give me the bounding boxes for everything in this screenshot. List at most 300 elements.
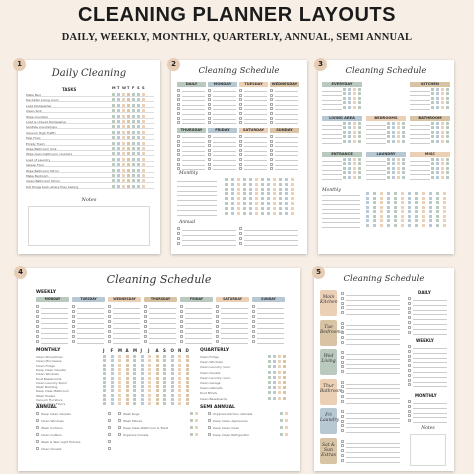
checkbox[interactable]: [178, 377, 181, 380]
checkbox[interactable]: [392, 140, 395, 143]
task-line[interactable]: [275, 96, 298, 97]
checkbox[interactable]: [137, 120, 140, 123]
checkbox[interactable]: [267, 207, 270, 210]
checkbox[interactable]: [132, 147, 135, 150]
task-line[interactable]: [322, 222, 360, 223]
checkbox[interactable]: [408, 219, 411, 222]
checkbox[interactable]: [249, 212, 252, 215]
checkbox[interactable]: [273, 178, 276, 181]
checkbox[interactable]: [252, 320, 255, 323]
checkbox[interactable]: [137, 93, 140, 96]
checkbox[interactable]: [261, 202, 264, 205]
checkbox[interactable]: [408, 302, 411, 305]
checkbox[interactable]: [127, 131, 130, 134]
checkbox[interactable]: [163, 398, 166, 401]
checkbox[interactable]: [117, 174, 120, 177]
checkbox[interactable]: [186, 368, 189, 371]
checkbox[interactable]: [431, 171, 434, 174]
checkbox[interactable]: [341, 424, 344, 427]
checkbox[interactable]: [273, 381, 276, 384]
notes-box[interactable]: [28, 206, 150, 246]
checkbox[interactable]: [112, 98, 115, 101]
checkbox[interactable]: [156, 394, 159, 397]
checkbox[interactable]: [108, 419, 111, 422]
task-line[interactable]: [113, 308, 140, 309]
task-line[interactable]: [182, 119, 205, 120]
task-line[interactable]: [366, 125, 386, 126]
checkbox[interactable]: [141, 398, 144, 401]
checkbox[interactable]: [341, 292, 344, 295]
checkbox[interactable]: [280, 433, 283, 436]
task-line[interactable]: [413, 372, 447, 373]
checkbox[interactable]: [261, 192, 264, 195]
task-line[interactable]: [322, 143, 342, 144]
checkbox[interactable]: [408, 307, 411, 310]
checkbox[interactable]: [278, 397, 281, 400]
checkbox[interactable]: [380, 206, 383, 209]
checkbox[interactable]: [341, 444, 344, 447]
checkbox[interactable]: [392, 162, 395, 165]
task-line[interactable]: [185, 328, 212, 329]
checkbox[interactable]: [343, 171, 346, 174]
checkbox[interactable]: [177, 227, 180, 230]
task-line[interactable]: [346, 359, 400, 360]
checkbox[interactable]: [126, 359, 129, 362]
checkbox[interactable]: [231, 183, 234, 186]
checkbox[interactable]: [343, 101, 346, 104]
task-line[interactable]: [410, 109, 430, 110]
checkbox[interactable]: [422, 206, 425, 209]
checkbox[interactable]: [268, 371, 271, 374]
checkbox[interactable]: [216, 320, 219, 323]
task-line[interactable]: [346, 393, 400, 394]
checkbox[interactable]: [186, 398, 189, 401]
task-line[interactable]: [182, 146, 205, 147]
checkbox[interactable]: [186, 377, 189, 380]
checkbox[interactable]: [348, 126, 351, 129]
checkbox[interactable]: [137, 163, 140, 166]
task-line[interactable]: [346, 309, 400, 310]
checkbox[interactable]: [348, 135, 351, 138]
checkbox[interactable]: [127, 152, 130, 155]
checkbox[interactable]: [171, 364, 174, 367]
checkbox[interactable]: [261, 178, 264, 181]
task-line[interactable]: [413, 300, 447, 301]
checkbox[interactable]: [353, 101, 356, 104]
checkbox[interactable]: [446, 92, 449, 95]
task-line[interactable]: [182, 235, 236, 236]
checkbox[interactable]: [108, 340, 111, 343]
task-line[interactable]: [410, 138, 430, 139]
checkbox[interactable]: [341, 459, 344, 462]
task-line[interactable]: [322, 91, 342, 92]
checkbox[interactable]: [353, 158, 356, 161]
checkbox[interactable]: [36, 426, 39, 429]
checkbox[interactable]: [208, 167, 211, 170]
checkbox[interactable]: [195, 426, 198, 429]
checkbox[interactable]: [348, 106, 351, 109]
checkbox[interactable]: [291, 192, 294, 195]
checkbox[interactable]: [431, 88, 434, 91]
checkbox[interactable]: [408, 374, 411, 377]
checkbox[interactable]: [132, 125, 135, 128]
task-line[interactable]: [244, 96, 267, 97]
checkbox[interactable]: [237, 212, 240, 215]
checkbox[interactable]: [252, 310, 255, 313]
checkbox[interactable]: [132, 163, 135, 166]
checkbox[interactable]: [285, 426, 288, 429]
checkbox[interactable]: [402, 176, 405, 179]
checkbox[interactable]: [127, 169, 130, 172]
checkbox[interactable]: [177, 158, 180, 161]
checkbox[interactable]: [163, 364, 166, 367]
task-line[interactable]: [185, 343, 212, 344]
checkbox[interactable]: [141, 355, 144, 358]
checkbox[interactable]: [366, 197, 369, 200]
task-line[interactable]: [275, 123, 298, 124]
checkbox[interactable]: [180, 325, 183, 328]
task-line[interactable]: [413, 310, 447, 311]
task-line[interactable]: [182, 91, 205, 92]
checkbox[interactable]: [268, 360, 271, 363]
checkbox[interactable]: [117, 152, 120, 155]
task-line[interactable]: [410, 91, 430, 92]
checkbox[interactable]: [441, 158, 444, 161]
checkbox[interactable]: [268, 355, 271, 358]
checkbox[interactable]: [249, 192, 252, 195]
checkbox[interactable]: [270, 121, 273, 124]
checkbox[interactable]: [239, 227, 242, 230]
checkbox[interactable]: [422, 192, 425, 195]
checkbox[interactable]: [142, 104, 145, 107]
checkbox[interactable]: [408, 201, 411, 204]
checkbox[interactable]: [429, 210, 432, 213]
checkbox[interactable]: [132, 120, 135, 123]
checkbox[interactable]: [122, 169, 125, 172]
checkbox[interactable]: [180, 320, 183, 323]
checkbox[interactable]: [341, 336, 344, 339]
checkbox[interactable]: [163, 372, 166, 375]
checkbox[interactable]: [108, 412, 111, 415]
checkbox[interactable]: [358, 176, 361, 179]
checkbox[interactable]: [239, 149, 242, 152]
checkbox[interactable]: [216, 315, 219, 318]
checkbox[interactable]: [112, 120, 115, 123]
task-line[interactable]: [322, 204, 360, 205]
task-line[interactable]: [77, 323, 104, 324]
checkbox[interactable]: [446, 140, 449, 143]
task-line[interactable]: [275, 151, 298, 152]
checkbox[interactable]: [122, 131, 125, 134]
task-line[interactable]: [185, 323, 212, 324]
checkbox[interactable]: [216, 340, 219, 343]
checkbox[interactable]: [441, 171, 444, 174]
checkbox[interactable]: [225, 192, 228, 195]
task-line[interactable]: [182, 240, 236, 241]
task-line[interactable]: [410, 95, 430, 96]
checkbox[interactable]: [36, 305, 39, 308]
task-line[interactable]: [213, 169, 236, 170]
task-line[interactable]: [182, 105, 205, 106]
checkbox[interactable]: [177, 98, 180, 101]
checkbox[interactable]: [148, 389, 151, 392]
checkbox[interactable]: [177, 121, 180, 124]
checkbox[interactable]: [178, 372, 181, 375]
checkbox[interactable]: [118, 359, 121, 362]
checkbox[interactable]: [142, 120, 145, 123]
checkbox[interactable]: [208, 412, 211, 415]
checkbox[interactable]: [353, 171, 356, 174]
checkbox[interactable]: [231, 202, 234, 205]
checkbox[interactable]: [171, 377, 174, 380]
task-line[interactable]: [213, 119, 236, 120]
checkbox[interactable]: [431, 92, 434, 95]
checkbox[interactable]: [387, 176, 390, 179]
checkbox[interactable]: [118, 426, 121, 429]
task-line[interactable]: [221, 338, 248, 339]
checkbox[interactable]: [178, 389, 181, 392]
checkbox[interactable]: [291, 212, 294, 215]
checkbox[interactable]: [112, 163, 115, 166]
task-line[interactable]: [275, 155, 298, 156]
checkbox[interactable]: [195, 412, 198, 415]
checkbox[interactable]: [142, 98, 145, 101]
task-line[interactable]: [213, 123, 236, 124]
task-line[interactable]: [413, 386, 447, 387]
checkbox[interactable]: [343, 167, 346, 170]
checkbox[interactable]: [126, 381, 129, 384]
checkbox[interactable]: [177, 242, 180, 245]
checkbox[interactable]: [117, 179, 120, 182]
checkbox[interactable]: [436, 97, 439, 100]
checkbox[interactable]: [117, 136, 120, 139]
checkbox[interactable]: [122, 104, 125, 107]
checkbox[interactable]: [249, 188, 252, 191]
task-line[interactable]: [346, 325, 400, 326]
task-line[interactable]: [182, 142, 205, 143]
task-line[interactable]: [77, 318, 104, 319]
checkbox[interactable]: [358, 97, 361, 100]
checkbox[interactable]: [353, 135, 356, 138]
checkbox[interactable]: [72, 335, 75, 338]
checkbox[interactable]: [72, 315, 75, 318]
checkbox[interactable]: [373, 215, 376, 218]
checkbox[interactable]: [441, 122, 444, 125]
checkbox[interactable]: [156, 364, 159, 367]
checkbox[interactable]: [208, 98, 211, 101]
checkbox[interactable]: [178, 381, 181, 384]
checkbox[interactable]: [285, 192, 288, 195]
checkbox[interactable]: [190, 412, 193, 415]
checkbox[interactable]: [285, 207, 288, 210]
checkbox[interactable]: [380, 215, 383, 218]
checkbox[interactable]: [137, 152, 140, 155]
checkbox[interactable]: [112, 158, 115, 161]
task-line[interactable]: [413, 422, 447, 423]
task-line[interactable]: [177, 205, 217, 206]
checkbox[interactable]: [126, 394, 129, 397]
checkbox[interactable]: [225, 202, 228, 205]
checkbox[interactable]: [243, 188, 246, 191]
task-line[interactable]: [322, 209, 360, 210]
task-line[interactable]: [257, 313, 284, 314]
checkbox[interactable]: [122, 125, 125, 128]
task-line[interactable]: [346, 457, 400, 458]
task-line[interactable]: [413, 353, 447, 354]
checkbox[interactable]: [177, 163, 180, 166]
task-line[interactable]: [410, 170, 430, 171]
task-line[interactable]: [113, 313, 140, 314]
checkbox[interactable]: [108, 433, 111, 436]
checkbox[interactable]: [280, 412, 283, 415]
checkbox[interactable]: [237, 202, 240, 205]
checkbox[interactable]: [443, 215, 446, 218]
task-line[interactable]: [41, 323, 68, 324]
checkbox[interactable]: [429, 192, 432, 195]
checkbox[interactable]: [144, 330, 147, 333]
checkbox[interactable]: [122, 115, 125, 118]
checkbox[interactable]: [358, 171, 361, 174]
checkbox[interactable]: [422, 201, 425, 204]
checkbox[interactable]: [402, 126, 405, 129]
checkbox[interactable]: [443, 201, 446, 204]
task-line[interactable]: [257, 323, 284, 324]
task-line[interactable]: [275, 165, 298, 166]
checkbox[interactable]: [208, 121, 211, 124]
checkbox[interactable]: [118, 419, 121, 422]
checkbox[interactable]: [117, 120, 120, 123]
checkbox[interactable]: [446, 106, 449, 109]
checkbox[interactable]: [436, 197, 439, 200]
task-line[interactable]: [322, 213, 360, 214]
checkbox[interactable]: [408, 419, 411, 422]
checkbox[interactable]: [415, 192, 418, 195]
checkbox[interactable]: [429, 197, 432, 200]
task-line[interactable]: [366, 174, 386, 175]
checkbox[interactable]: [112, 174, 115, 177]
checkbox[interactable]: [148, 372, 151, 375]
task-line[interactable]: [213, 114, 236, 115]
checkbox[interactable]: [108, 320, 111, 323]
checkbox[interactable]: [208, 144, 211, 147]
checkbox[interactable]: [239, 237, 242, 240]
checkbox[interactable]: [122, 152, 125, 155]
checkbox[interactable]: [36, 440, 39, 443]
checkbox[interactable]: [436, 158, 439, 161]
checkbox[interactable]: [118, 394, 121, 397]
checkbox[interactable]: [126, 385, 129, 388]
task-line[interactable]: [257, 343, 284, 344]
checkbox[interactable]: [446, 101, 449, 104]
task-line[interactable]: [275, 100, 298, 101]
checkbox[interactable]: [446, 131, 449, 134]
task-line[interactable]: [413, 417, 447, 418]
task-line[interactable]: [413, 319, 447, 320]
checkbox[interactable]: [249, 202, 252, 205]
checkbox[interactable]: [397, 135, 400, 138]
checkbox[interactable]: [285, 212, 288, 215]
checkbox[interactable]: [270, 89, 273, 92]
checkbox[interactable]: [195, 419, 198, 422]
checkbox[interactable]: [231, 212, 234, 215]
checkbox[interactable]: [118, 412, 121, 415]
checkbox[interactable]: [142, 125, 145, 128]
checkbox[interactable]: [190, 419, 193, 422]
checkbox[interactable]: [111, 381, 114, 384]
task-line[interactable]: [41, 338, 68, 339]
task-line[interactable]: [182, 96, 205, 97]
checkbox[interactable]: [103, 372, 106, 375]
checkbox[interactable]: [239, 153, 242, 156]
checkbox[interactable]: [231, 207, 234, 210]
checkbox[interactable]: [122, 98, 125, 101]
checkbox[interactable]: [252, 325, 255, 328]
checkbox[interactable]: [273, 397, 276, 400]
checkbox[interactable]: [353, 140, 356, 143]
checkbox[interactable]: [127, 174, 130, 177]
checkbox[interactable]: [422, 219, 425, 222]
task-line[interactable]: [346, 388, 400, 389]
checkbox[interactable]: [252, 330, 255, 333]
task-line[interactable]: [41, 333, 68, 334]
checkbox[interactable]: [353, 122, 356, 125]
checkbox[interactable]: [341, 395, 344, 398]
checkbox[interactable]: [249, 183, 252, 186]
checkbox[interactable]: [103, 368, 106, 371]
checkbox[interactable]: [243, 183, 246, 186]
checkbox[interactable]: [431, 122, 434, 125]
checkbox[interactable]: [171, 372, 174, 375]
checkbox[interactable]: [112, 152, 115, 155]
checkbox[interactable]: [366, 224, 369, 227]
checkbox[interactable]: [402, 167, 405, 170]
task-line[interactable]: [182, 165, 205, 166]
checkbox[interactable]: [118, 368, 121, 371]
checkbox[interactable]: [366, 192, 369, 195]
checkbox[interactable]: [112, 125, 115, 128]
checkbox[interactable]: [178, 402, 181, 405]
checkbox[interactable]: [373, 206, 376, 209]
checkbox[interactable]: [72, 330, 75, 333]
checkbox[interactable]: [237, 178, 240, 181]
checkbox[interactable]: [178, 385, 181, 388]
checkbox[interactable]: [239, 112, 242, 115]
checkbox[interactable]: [239, 242, 242, 245]
checkbox[interactable]: [127, 136, 130, 139]
checkbox[interactable]: [267, 188, 270, 191]
checkbox[interactable]: [144, 320, 147, 323]
task-line[interactable]: [213, 142, 236, 143]
checkbox[interactable]: [443, 224, 446, 227]
checkbox[interactable]: [387, 206, 390, 209]
checkbox[interactable]: [436, 135, 439, 138]
task-line[interactable]: [182, 100, 205, 101]
checkbox[interactable]: [137, 174, 140, 177]
checkbox[interactable]: [279, 192, 282, 195]
checkbox[interactable]: [144, 305, 147, 308]
checkbox[interactable]: [118, 381, 121, 384]
task-line[interactable]: [322, 218, 360, 219]
checkbox[interactable]: [156, 385, 159, 388]
checkbox[interactable]: [408, 210, 411, 213]
checkbox[interactable]: [392, 131, 395, 134]
checkbox[interactable]: [156, 398, 159, 401]
checkbox[interactable]: [127, 93, 130, 96]
checkbox[interactable]: [431, 176, 434, 179]
checkbox[interactable]: [285, 183, 288, 186]
checkbox[interactable]: [137, 109, 140, 112]
checkbox[interactable]: [108, 325, 111, 328]
